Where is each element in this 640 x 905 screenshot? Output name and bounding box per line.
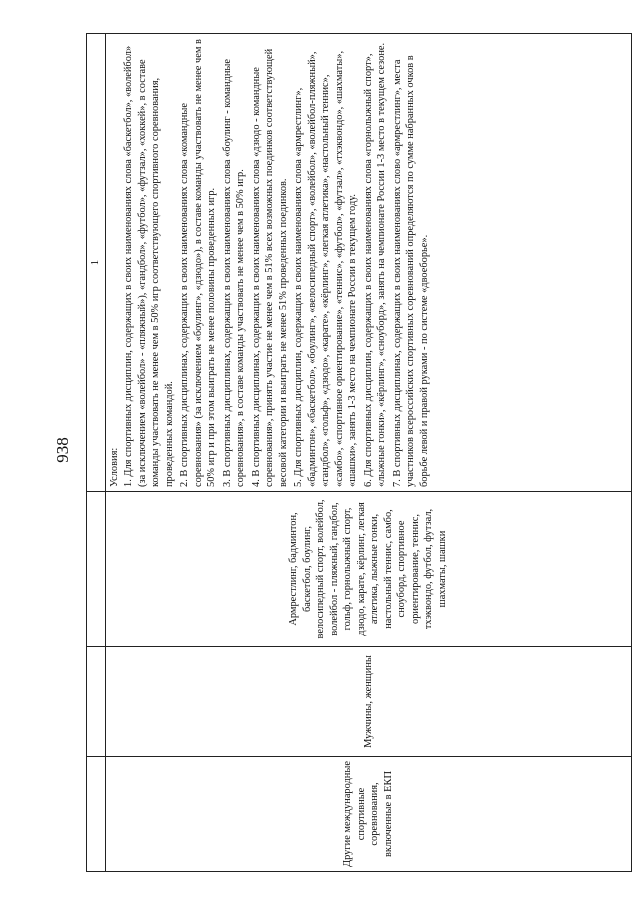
column-number-4: 1 bbox=[87, 34, 106, 492]
conditions-title: Условия: bbox=[108, 447, 120, 487]
condition-item-3: 3. В спортивных дисциплинах, содержащих в своих наименованиях слова «боулинг - командные соревнования», в составе команды участвовать не менее чем в 50% игр. bbox=[221, 59, 247, 487]
condition-item-7: 7. В спортивных дисциплинах, содержащих в своих наименованиях слово «армрестлинг», места участников всероссийских спортивных соревнований определяются по сумме набранных очков в борьбе левой и правой руками - по системе «двоеборье». bbox=[391, 55, 430, 487]
competition-category-cell: Другие международные спортивные соревнования, включенные в ЕКП bbox=[105, 757, 631, 872]
gender-cell: Мужчины, женщины bbox=[105, 647, 631, 757]
column-number-3 bbox=[87, 492, 106, 647]
page-number: 938 bbox=[53, 437, 72, 463]
table-row bbox=[105, 34, 631, 872]
condition-item-5: 5. Для спортивных дисциплин, содержащих в своих наименованиях слова «армрестлинг», «бадминтон», «баскетбол», «боулинг», «велосипедный спорт», «волейбол», «волейбол-пляжный», «гандбол», «гольф», «дзюдо», «карате», «кёрлинг», «легкая атлетика», «настольный теннис», «самбо», «спортивное ориентирование», «теннис», «футбол», «футзал», «тхэквондо», «шахматы», «шашки», занять 1-3 место на чемпионате России в текущем году. bbox=[293, 50, 359, 487]
rotated-table-sheet bbox=[86, 34, 632, 872]
column-number-row bbox=[87, 34, 106, 872]
sports-list-cell: Армрестлинг, бадминтон, баскетбол, боулинг, велосипедный спорт, волейбол, волейбол - пляжный, гандбол, гольф, горнолыжный спорт, дзюдо, карате, кёрлинг, легкая атлетика, лыжные гонки, настольный теннис, самбо, сноуборд, спортивное ориентирование, теннис, тхэквондо, футбол, футзал, шахматы, шашки bbox=[105, 492, 631, 647]
condition-item-2: 2. В спортивных дисциплинах, содержащих в своих наименованиях слова «командные соревнования» (за исключением «боулинг», «дзюдо»), в составе команды участвовать не менее чем в 50% игр и при этом выиграть не менее половины проведенных игр. bbox=[179, 39, 218, 487]
condition-item-6: 6. Для спортивных дисциплин, содержащих в своих наименованиях слова «горнолыжный спорт», «лыжные гонки», «кёрлинг», «сноуборд», занять на чемпионате России 1-3 место в текущем сезоне. bbox=[362, 42, 388, 487]
column-number-1 bbox=[87, 757, 106, 872]
criteria-table bbox=[86, 33, 632, 872]
column-number-2 bbox=[87, 647, 106, 757]
condition-item-4: 4. В спортивных дисциплинах, содержащих в своих наименованиях слова «дзюдо - командные соревнования», принять участие не менее чем в 51% всех возможных поединков соответствующей весовой категории и выиграть не менее 51% проведенных поединков. bbox=[250, 48, 289, 487]
conditions-cell bbox=[105, 34, 631, 492]
condition-item-1: 1. Для спортивных дисциплин, содержащих в своих наименованиях слова «баскетбол», «волейбол» (за исключением «волейбол» - «пляжный»), «гандбол», «футбол», «футзал», «хоккей», в составе команды участвовать не менее чем в 50% игр соответствующего спортивного соревнования, проведенных командой. bbox=[123, 45, 175, 487]
